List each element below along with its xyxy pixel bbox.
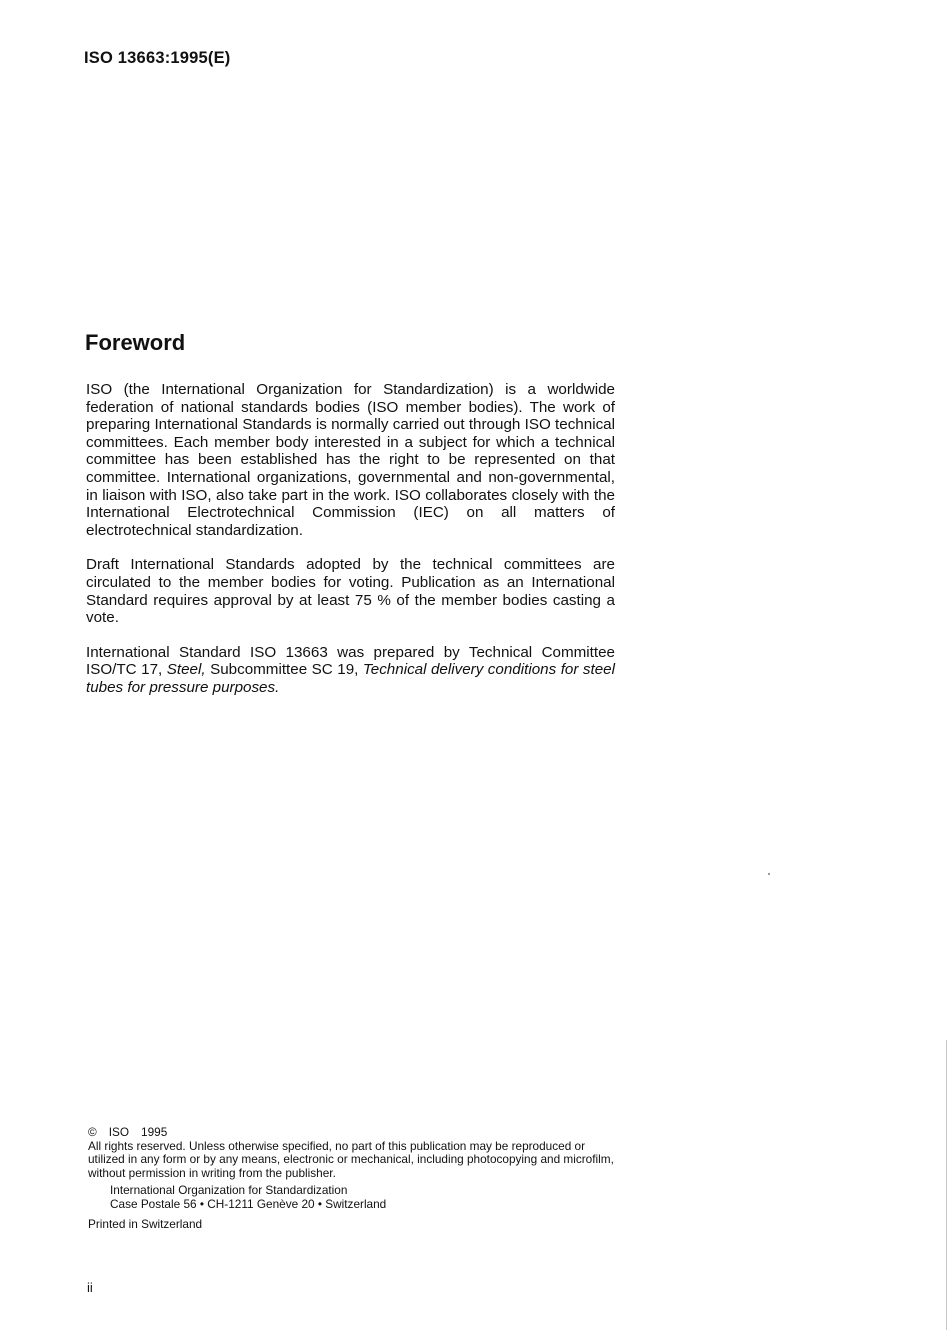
committee-name-steel: Steel, bbox=[166, 661, 206, 679]
publisher-name: International Organization for Standardization bbox=[110, 1183, 348, 1198]
paragraph-3-text-b: Subcommittee SC 19, bbox=[205, 661, 363, 679]
foreword-paragraph-2: Draft International Standards adopted by the technical committees are circulated to the member bodies for voting. Publication as an International Standard requires approval by at least 75 % of the member bodies casting a vote. bbox=[86, 556, 615, 627]
rights-statement: All rights reserved. Unless otherwise specified, no part of this publication may be reproduced or utilized in any form or by any means, electronic or mechanical, including photocopying and microfilm, without permission in writing from the publisher. bbox=[88, 1138, 614, 1180]
copyright-org: ISO bbox=[108, 1125, 130, 1139]
printed-in: Printed in Switzerland bbox=[88, 1216, 203, 1231]
foreword-paragraph-3 bbox=[86, 644, 615, 697]
copyright-year: 1995 bbox=[141, 1125, 168, 1139]
copyright-line bbox=[88, 1126, 618, 1140]
page-number: ii bbox=[87, 1280, 93, 1295]
document-id-header: ISO 13663:1995(E) bbox=[84, 49, 231, 67]
foreword-heading: Foreword bbox=[85, 330, 186, 355]
foreword-paragraph-1: ISO (the International Organization for Standardization) is a worldwide federation of national standards bodies (ISO member bodies). The work of preparing International Standards is normally carried out through ISO technical committees. Each member body interested in a subject for which a technical committee has been established has the right to be represented on that committee. International organizations, governmental and non-governmental, in liaison with ISO, also take part in the work. ISO collaborates closely with the International Electrotechnical Commission (IEC) on all matters of electrotechnical standardization. bbox=[86, 381, 615, 539]
copyright-block bbox=[88, 1126, 618, 1231]
foreword-body bbox=[86, 381, 615, 714]
scan-edge-line bbox=[946, 1040, 947, 1330]
publisher-address bbox=[88, 1184, 618, 1211]
subcommittee-title: Technical delivery conditions for steel tubes for pressure purposes. bbox=[86, 661, 615, 696]
publisher-postal-address: Case Postale 56 • CH-1211 Genève 20 • Switzerland bbox=[110, 1196, 387, 1211]
scan-speck bbox=[768, 873, 770, 875]
copyright-symbol: © bbox=[88, 1125, 97, 1139]
paragraph-3-text-a: International Standard ISO 13663 was prepared by Technical Committee ISO/TC 17, bbox=[86, 643, 615, 679]
